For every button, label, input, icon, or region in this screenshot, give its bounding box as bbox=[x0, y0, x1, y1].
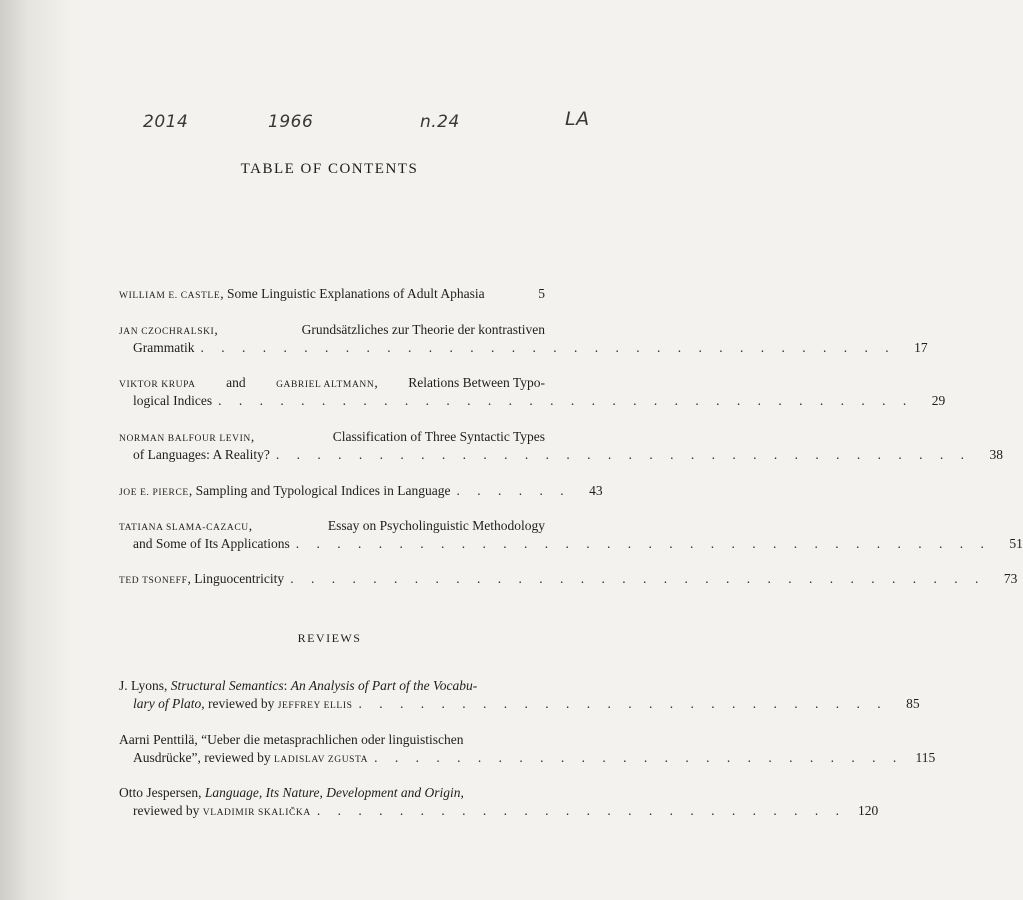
review-line bbox=[119, 784, 545, 802]
toc-entry bbox=[119, 321, 928, 357]
leader-dots: . . . . . . . . . . . . . . . . . . . . . . . . . . bbox=[374, 750, 904, 765]
review-text: Ausdrücke”, reviewed by bbox=[133, 750, 274, 765]
review-book-author-title: Aarni Penttilä, “Ueber die metasprachlichen oder linguistischen bbox=[119, 732, 464, 747]
reviewer-name: VLADIMIR SKALIČKA bbox=[202, 808, 311, 818]
page-number: 115 bbox=[915, 750, 936, 765]
toc-line: NORMAN BALFOUR LEVIN, Classification of Three Syntactic Types bbox=[119, 429, 545, 444]
article-title: Linguocentricity bbox=[194, 571, 285, 586]
article-title-cont: Grammatik bbox=[133, 340, 195, 355]
toc-line bbox=[119, 339, 928, 357]
article-title: Some Linguistic Explanations of Adult Aphasia bbox=[226, 286, 485, 301]
leader-dots: . . . . . . . . . . . . . . . . . . . . . . . . . . . . . . . . . . bbox=[218, 393, 914, 408]
handwritten-note: LA bbox=[565, 108, 590, 130]
review-book-title: Structural Semantics bbox=[170, 678, 284, 693]
page-number: 51 bbox=[1009, 536, 1023, 551]
page-gutter-shadow bbox=[0, 0, 70, 900]
review-entry bbox=[119, 731, 936, 767]
toc-entry bbox=[119, 482, 603, 500]
review-book-subtitle-cont: lary of Plato bbox=[133, 696, 202, 711]
page-number: 120 bbox=[857, 803, 879, 818]
article-title-cont: and Some of Its Applications bbox=[133, 536, 290, 551]
author-name: JOE E. PIERCE bbox=[119, 488, 189, 498]
article-title: Classification of Three Syntactic Types bbox=[332, 429, 545, 444]
toc-line bbox=[119, 535, 1023, 553]
toc-line: TED TSONEFF , Linguocentricity . . . . . . . . . . . . . . . . . . . . . . . . . . . . . . . . . . 73 bbox=[119, 570, 545, 588]
leader-dots: . . . . . . . . . . . . . . . . . . . . . . . . . . bbox=[316, 803, 846, 818]
author-name: NORMAN BALFOUR LEVIN bbox=[119, 434, 251, 444]
leader-dots: . . . . . . . . . . . . . . . . . . . . . . . . . . . . . . . . . . bbox=[295, 536, 991, 551]
review-entry bbox=[119, 677, 920, 713]
page-title: TABLE OF CONTENTS bbox=[240, 161, 419, 177]
review-punct: : bbox=[283, 678, 291, 693]
page-number: 5 bbox=[538, 286, 545, 301]
handwritten-note: 1966 bbox=[268, 112, 314, 132]
reviewer-name: JEFFREY ELLIS bbox=[277, 701, 353, 711]
leader-dots: . . . . . . . . . . . . . . . . . . . . . . . . . . . . . . . . . . bbox=[200, 340, 896, 355]
toc-entry bbox=[119, 428, 1003, 464]
review-text: reviewed by bbox=[133, 803, 203, 818]
handwritten-note: n.24 bbox=[420, 112, 460, 132]
article-title-cont: of Languages: A Reality? bbox=[133, 447, 270, 462]
author-name: JAN CZOCHRALSKI bbox=[119, 327, 215, 337]
review-book-title: Language, Its Nature, Development and Origin, bbox=[204, 785, 464, 800]
review-line bbox=[119, 749, 936, 767]
toc-entry bbox=[119, 570, 1018, 588]
review-line bbox=[119, 802, 879, 820]
article-title-cont: logical Indices bbox=[133, 393, 213, 408]
author-name: WILLIAM E. CASTLE bbox=[119, 291, 221, 301]
leader-dots: . . . . . . . . . . . . . . . . . . . . . . . . . . . . . . . . . . bbox=[275, 447, 971, 462]
toc-line bbox=[119, 392, 946, 410]
article-title: Grundsätzliches zur Theorie der kontrastiven bbox=[301, 322, 545, 337]
author-name: GABRIEL ALTMANN bbox=[276, 380, 375, 390]
toc-entry bbox=[119, 517, 1023, 553]
toc-entry bbox=[119, 374, 946, 410]
author-name: VIKTOR KRUPA bbox=[119, 380, 196, 390]
page-number: 17 bbox=[914, 340, 928, 355]
review-line bbox=[119, 677, 545, 695]
review-book-author: J. Lyons, bbox=[119, 678, 171, 693]
toc-line: JOE E. PIERCE , Sampling and Typological Indices in Language . . . . . . 43 bbox=[119, 482, 545, 500]
author-connector: and bbox=[226, 375, 246, 390]
handwritten-note: 2014 bbox=[143, 112, 189, 132]
review-text: , reviewed by bbox=[201, 696, 278, 711]
review-entry bbox=[119, 784, 879, 820]
leader-dots: . . . . . . . . . . . . . . . . . . . . . . . . . . . . . . . . . . bbox=[290, 571, 986, 586]
leader-dots: . . . . . . bbox=[456, 483, 571, 498]
article-title: Relations Between Typo- bbox=[408, 375, 545, 390]
toc-entry bbox=[119, 285, 545, 303]
reviews-heading: REVIEWS bbox=[297, 631, 362, 645]
article-title: Essay on Psycholinguistic Methodology bbox=[327, 518, 545, 533]
reviewer-name: LADISLAV ZGUSTA bbox=[273, 755, 369, 765]
review-book-subtitle: An Analysis of Part of the Vocabu- bbox=[290, 678, 478, 693]
toc-line: TATIANA SLAMA-CAZACU, Essay on Psycholinguistic Methodology bbox=[119, 518, 545, 533]
review-line bbox=[119, 731, 545, 749]
review-line bbox=[119, 695, 920, 713]
toc-line: WILLIAM E. CASTLE , Some Linguistic Explanations of Adult Aphasia 5 bbox=[119, 285, 545, 303]
toc-line bbox=[119, 446, 1003, 464]
toc-line: VIKTOR KRUPA and GABRIEL ALTMANN, Relations Between Typo- bbox=[119, 374, 545, 392]
page-number: 73 bbox=[1003, 571, 1018, 586]
page-number: 43 bbox=[589, 483, 603, 498]
review-book-author: Otto Jespersen, bbox=[119, 785, 205, 800]
page-number: 85 bbox=[906, 696, 920, 711]
author-name: TED TSONEFF bbox=[119, 576, 188, 586]
toc-line: JAN CZOCHRALSKI, Grundsätzliches zur Theorie der kontrastiven bbox=[119, 322, 545, 337]
author-name: TATIANA SLAMA-CAZACU bbox=[119, 523, 249, 533]
article-title: Sampling and Typological Indices in Language bbox=[195, 483, 451, 498]
page-number: 29 bbox=[931, 393, 946, 408]
page-number: 38 bbox=[989, 447, 1003, 462]
leader-dots: . . . . . . . . . . . . . . . . . . . . . . . . . . bbox=[358, 696, 888, 711]
